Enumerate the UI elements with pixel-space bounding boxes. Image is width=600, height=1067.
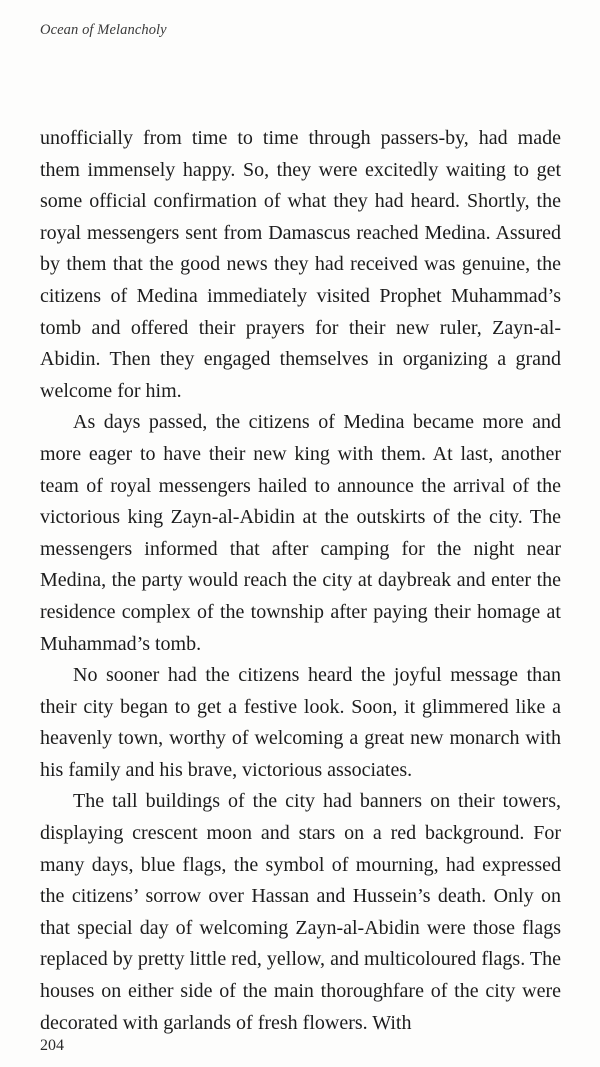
paragraph: unofficially from time to time through passers-by, had made them immensely happy. So, they were excitedly waiting to get some official confirmation of what they had heard. Shortly, the royal messengers sent from Damascus reached Medina. Assured by them that the good news they had received was genuine, the citizens of Medina immediately visited Prophet Muhammad’s tomb and offered their prayers for their new ruler, Zayn-al-Abidin. Then they engaged themselves in organizing a grand welcome for him. — [40, 127, 561, 402]
paragraph: As days passed, the citizens of Medina became more and more eager to have their new king with them. At last, another team of royal messengers hailed to announce the arrival of the victorious king Zayn-al-Abidin at the outskirts of the city. The messengers informed that after camping for the night near Medina, the party would reach the city at daybreak and enter the residence complex of the township after paying their homage at Muhammad’s tomb. — [40, 411, 561, 655]
paragraph: The tall buildings of the city had banners on their towers, displaying crescent moon and stars on a red background. For many days, blue flags, the symbol of mourning, had expressed the citizens’ sorrow over Hassan and Hussein’s death. Only on that special day of welcoming Zayn-al-Abidin were those flags replaced by pretty little red, yellow, and multicoloured flags. The houses on either side of the main thoroughfare of the city were decorated with garlands of fresh flowers. With — [40, 790, 561, 1034]
page-number: 204 — [40, 1037, 64, 1054]
running-head: Ocean of Melancholy — [40, 22, 167, 38]
body-text — [40, 123, 561, 1039]
paragraph: No sooner had the citizens heard the joyful message than their city began to get a festive look. Soon, it glimmered like a heavenly town, worthy of welcoming a great new monarch with his family and his brave, victorious associates. — [40, 664, 561, 781]
